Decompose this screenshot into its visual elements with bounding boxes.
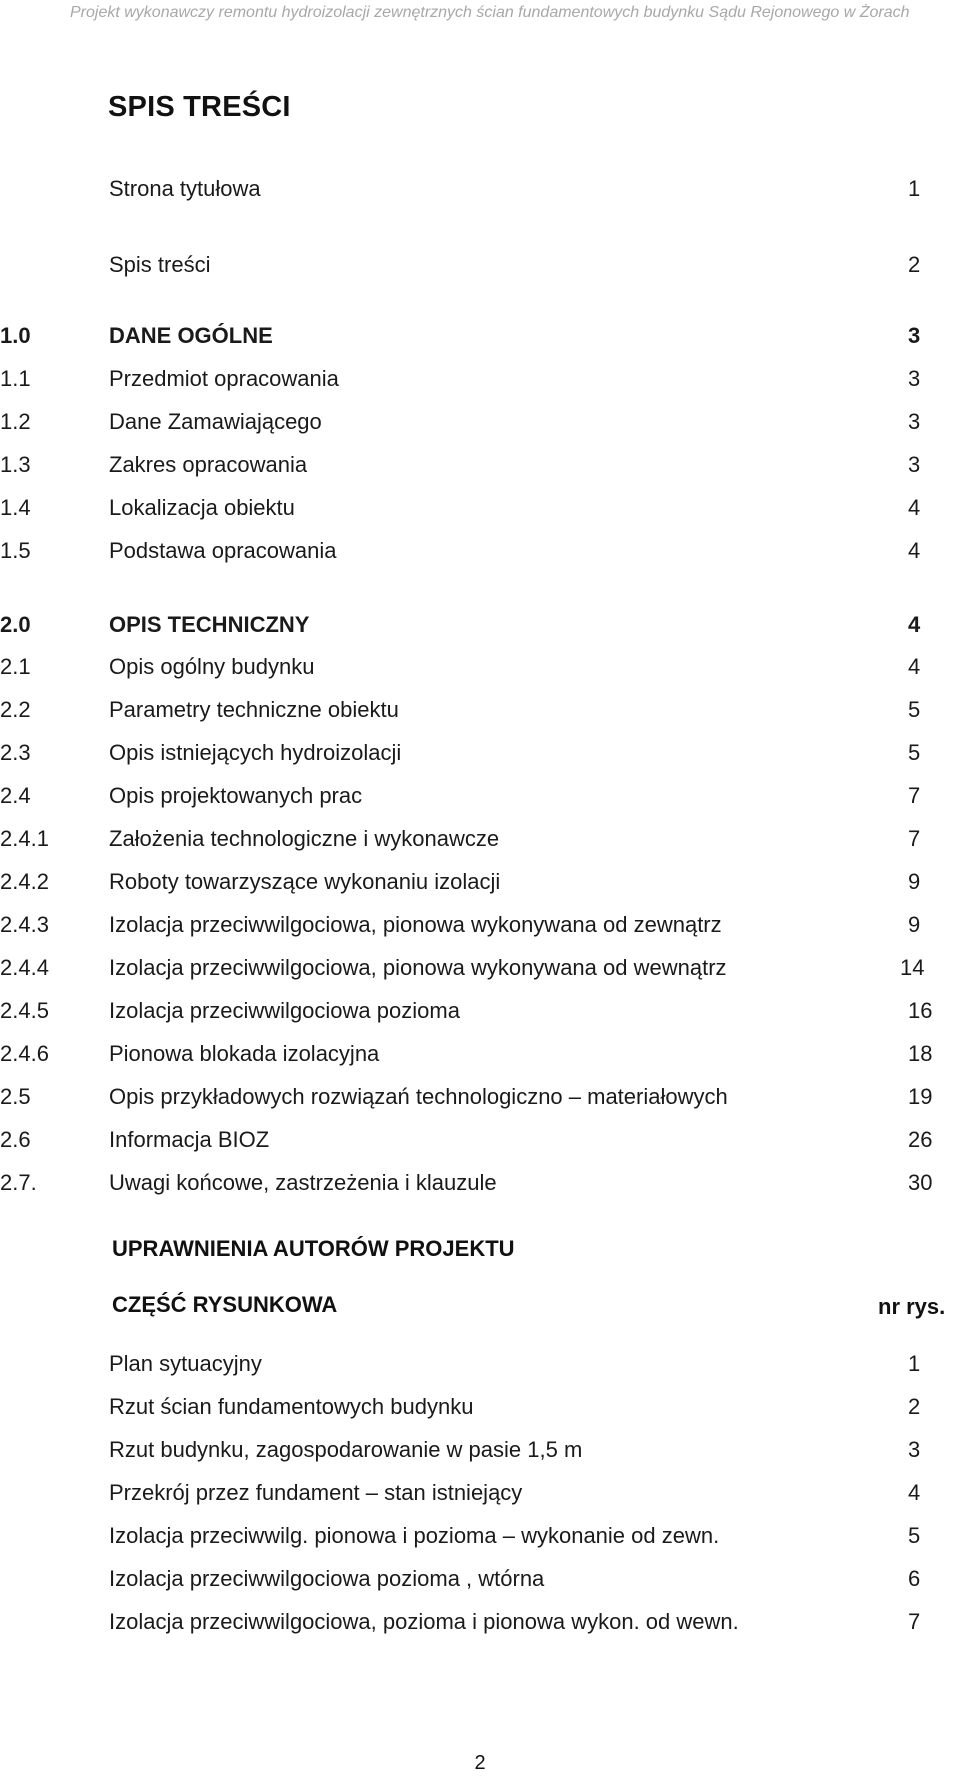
drawing-entry[interactable] [0, 1435, 960, 1465]
authors-heading[interactable]: UPRAWNIENIA AUTORÓW PROJEKTU [112, 1236, 515, 1261]
toc-entry-number: 2.7. [0, 1170, 37, 1195]
toc-entry-label: Podstawa opracowania [109, 538, 337, 563]
toc-section-label: DANE OGÓLNE [109, 323, 273, 348]
drawing-entry-label: Rzut ścian fundamentowych budynku [109, 1394, 474, 1419]
page-number: 2 [474, 1752, 486, 1774]
drawing-entry-label: Izolacja przeciwwilgociowa pozioma , wtórna [109, 1566, 545, 1591]
drawing-entry-label: Izolacja przeciwwilg. pionowa i pozioma – wykonanie od zewn. [109, 1523, 720, 1548]
toc-entry-label: Informacja BIOZ [109, 1127, 270, 1152]
toc-section-page: 4 [908, 612, 921, 637]
toc-entry-number: 1.1 [0, 366, 31, 391]
toc-entry[interactable] [0, 652, 960, 682]
toc-entry-label: Lokalizacja obiektu [109, 495, 295, 520]
toc-entry-page: 14 [900, 955, 925, 980]
toc-entry-page: 19 [908, 1084, 933, 1109]
toc-entry-label: Izolacja przeciwwilgociowa pozioma [109, 998, 460, 1023]
drawing-entry-number: 2 [908, 1394, 921, 1419]
toc-entry-label: Uwagi końcowe, zastrzeżenia i klauzule [109, 1170, 497, 1195]
toc-entry-page: 7 [908, 826, 921, 851]
drawing-entry-label: Plan sytuacyjny [109, 1351, 262, 1376]
toc-entry-label: Dane Zamawiającego [109, 409, 322, 434]
drawing-entry-number: 5 [908, 1523, 921, 1548]
drawing-entry[interactable] [0, 1392, 960, 1422]
drawing-entry[interactable] [0, 1349, 960, 1379]
drawing-entry[interactable] [0, 1564, 960, 1594]
page-header: Projekt wykonawczy remontu hydroizolacji zewnętrznych ścian fundamentowych budynku Sądu Rejonowego w Żorach [70, 4, 910, 21]
toc-entry-number: 1.2 [0, 409, 31, 434]
toc-entry-label: Parametry techniczne obiektu [109, 697, 399, 722]
toc-entry-label: Opis ogólny budynku [109, 654, 315, 679]
toc-section-heading[interactable] [0, 610, 960, 640]
toc-entry-page: 16 [908, 998, 933, 1023]
toc-entry-page: 7 [908, 783, 921, 808]
toc-entry[interactable] [0, 824, 960, 854]
toc-entry[interactable] [0, 1168, 960, 1198]
toc-entry-number: 2.4.1 [0, 826, 49, 851]
toc-entry[interactable] [0, 996, 960, 1026]
toc-entry[interactable] [0, 867, 960, 897]
toc-entry-number: 2.4.4 [0, 955, 49, 980]
drawing-entry-label: Rzut budynku, zagospodarowanie w pasie 1,5 m [109, 1437, 583, 1462]
drawing-entry-label: Przekrój przez fundament – stan istniejący [109, 1480, 523, 1505]
toc-entry-page: 30 [908, 1170, 933, 1195]
toc-entry-page: 4 [908, 538, 921, 563]
toc-entry[interactable] [0, 364, 960, 394]
drawing-entry-label: Izolacja przeciwwilgociowa, pozioma i pionowa wykon. od wewn. [109, 1609, 739, 1634]
toc-entry[interactable] [0, 953, 960, 983]
toc-section-label: OPIS TECHNICZNY [109, 612, 310, 637]
toc-entry-page: 9 [908, 912, 921, 937]
drawing-entry-number: 1 [908, 1351, 921, 1376]
toc-entry[interactable] [0, 174, 960, 204]
toc-entry[interactable] [0, 536, 960, 566]
drawing-entry-number: 6 [908, 1566, 921, 1591]
toc-entry-page: 3 [908, 409, 921, 434]
toc-entry-number: 1.3 [0, 452, 31, 477]
toc-entry-label: Założenia technologiczne i wykonawcze [109, 826, 500, 851]
toc-entry-page: 2 [908, 252, 921, 277]
toc-entry-label: Pionowa blokada izolacyjna [109, 1041, 380, 1066]
toc-entry[interactable] [0, 250, 960, 280]
toc-entry[interactable] [0, 407, 960, 437]
toc-entry-page: 26 [908, 1127, 933, 1152]
drawing-number-column-label: nr rys. [878, 1294, 946, 1319]
toc-entry-label: Spis treści [109, 252, 211, 277]
toc-entry[interactable] [0, 1082, 960, 1112]
toc-entry-label: Strona tytułowa [109, 176, 261, 201]
drawings-heading[interactable]: CZĘŚĆ RYSUNKOWA [112, 1292, 338, 1317]
drawing-entry[interactable] [0, 1607, 960, 1637]
toc-entry-page: 1 [908, 176, 921, 201]
toc-entry-number: 2.5 [0, 1084, 31, 1109]
toc-entry-number: 2.4.6 [0, 1041, 49, 1066]
toc-entry[interactable] [0, 493, 960, 523]
toc-entry[interactable] [0, 695, 960, 725]
drawing-entry[interactable] [0, 1521, 960, 1551]
toc-entry-page: 4 [908, 654, 921, 679]
drawing-entry[interactable] [0, 1478, 960, 1508]
toc-entry[interactable] [0, 450, 960, 480]
drawing-entry-number: 7 [908, 1609, 921, 1634]
toc-entry-number: 2.6 [0, 1127, 31, 1152]
drawing-entry-number: 3 [908, 1437, 921, 1462]
toc-entry-page: 3 [908, 366, 921, 391]
toc-entry-label: Izolacja przeciwwilgociowa, pionowa wykonywana od zewnątrz [109, 912, 722, 937]
toc-entry-number: 2.4.2 [0, 869, 49, 894]
toc-entry[interactable] [0, 1039, 960, 1069]
toc-entry-number: 2.3 [0, 740, 31, 765]
page-title: SPIS TREŚCI [108, 91, 291, 123]
toc-section-number: 2.0 [0, 612, 31, 637]
toc-entry-page: 4 [908, 495, 921, 520]
toc-entry-number: 2.4 [0, 783, 31, 808]
toc-entry[interactable] [0, 738, 960, 768]
toc-section-heading[interactable] [0, 321, 960, 351]
toc-entry-label: Opis przykładowych rozwiązań technologiczno – materiałowych [109, 1084, 728, 1109]
toc-entry-number: 1.5 [0, 538, 31, 563]
toc-entry-label: Roboty towarzyszące wykonaniu izolacji [109, 869, 501, 894]
toc-entry-page: 18 [908, 1041, 933, 1066]
toc-entry-label: Zakres opracowania [109, 452, 308, 477]
toc-entry[interactable] [0, 910, 960, 940]
toc-entry-page: 5 [908, 697, 921, 722]
toc-entry[interactable] [0, 1125, 960, 1155]
toc-entry-number: 2.1 [0, 654, 31, 679]
toc-entry[interactable] [0, 781, 960, 811]
toc-entry-label: Izolacja przeciwwilgociowa, pionowa wykonywana od wewnątrz [109, 955, 727, 980]
toc-entry-label: Opis projektowanych prac [109, 783, 363, 808]
toc-entry-page: 5 [908, 740, 921, 765]
toc-entry-label: Przedmiot opracowania [109, 366, 339, 391]
toc-entry-label: Opis istniejących hydroizolacji [109, 740, 402, 765]
toc-entry-page: 9 [908, 869, 921, 894]
toc-entry-page: 3 [908, 452, 921, 477]
toc-section-page: 3 [908, 323, 921, 348]
toc-entry-number: 1.4 [0, 495, 31, 520]
toc-entry-number: 2.2 [0, 697, 31, 722]
drawing-entry-number: 4 [908, 1480, 921, 1505]
toc-section-number: 1.0 [0, 323, 31, 348]
toc-entry-number: 2.4.3 [0, 912, 49, 937]
toc-entry-number: 2.4.5 [0, 998, 49, 1023]
